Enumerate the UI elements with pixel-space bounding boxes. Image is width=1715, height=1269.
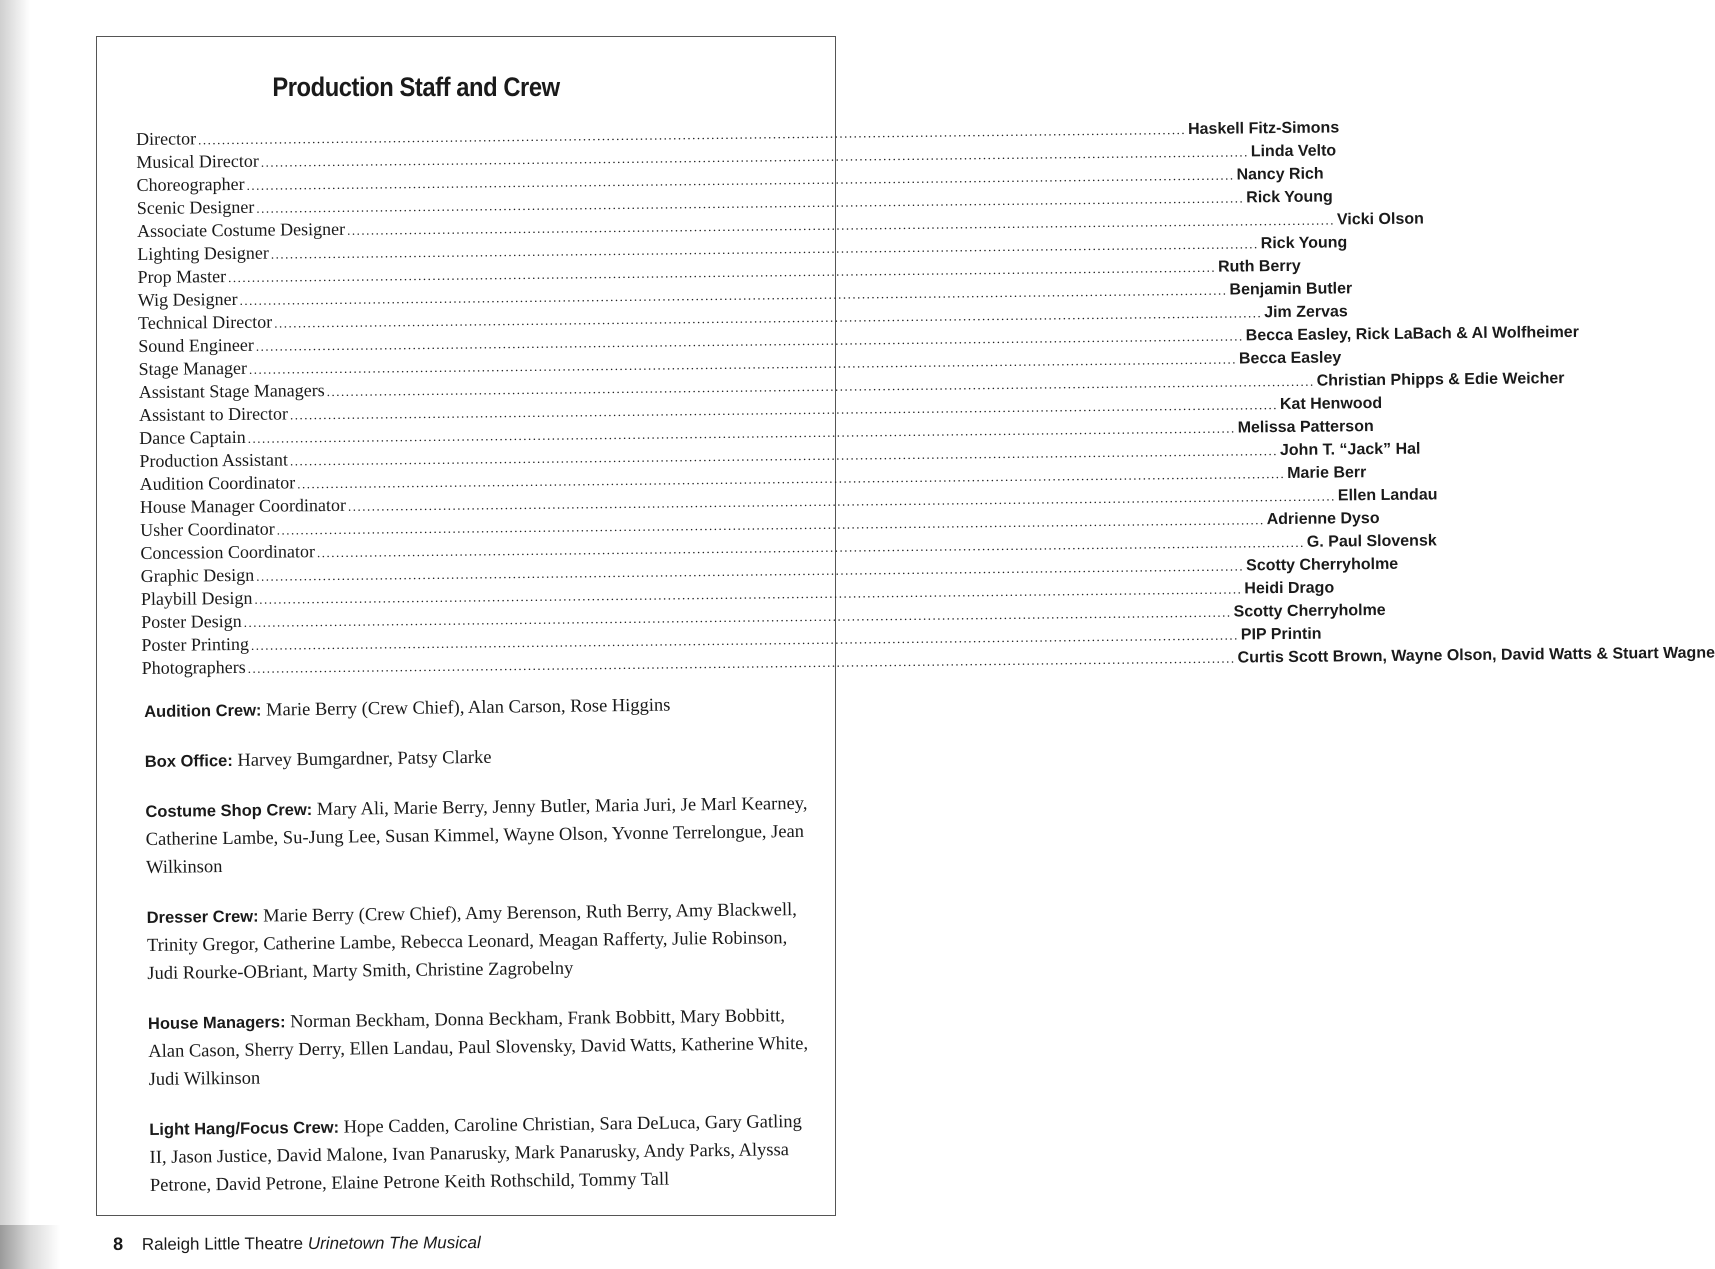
credit-name: John T. “Jack” Hal (1279, 440, 1421, 460)
credit-name: Vicki Olson (1336, 210, 1424, 229)
credit-name: Ellen Landau (1337, 486, 1438, 505)
credit-name: Kat Henwood (1279, 394, 1383, 414)
credit-role: Usher Coordinator (140, 518, 275, 540)
credit-role: Wig Designer (137, 288, 238, 310)
page-title: Production Staff and Crew (272, 72, 560, 102)
credit-role: Production Assistant (139, 449, 289, 471)
credit-role: Prop Master (137, 266, 227, 287)
credit-name: Marie Berr (1287, 464, 1367, 482)
credit-role: Scenic Designer (136, 196, 255, 218)
credit-name: Melissa Patterson (1237, 418, 1374, 437)
credit-role: Assistant Stage Managers (138, 380, 325, 402)
show-title: Urinetown The Musical (307, 1233, 481, 1253)
crew-paragraph (145, 740, 815, 776)
scan-edge-shadow (0, 0, 30, 1269)
scan-corner-shadow (0, 1225, 60, 1269)
crew-paragraph (149, 1108, 820, 1200)
credit-name: Adrienne Dyso (1266, 509, 1380, 529)
crew-list (144, 690, 820, 1222)
credit-role: Technical Director (137, 311, 273, 333)
credit-role: Concession Coordinator (140, 541, 316, 563)
credit-role: Dance Captain (139, 426, 246, 448)
credit-role: Musical Director (136, 150, 259, 172)
crew-members: Marie Berry (Crew Chief), Alan Carson, Rose Higgins (265, 695, 671, 721)
crew-paragraph (145, 790, 816, 882)
crew-label: Dresser Crew: (146, 907, 259, 927)
credit-role: Audition Coordinator (139, 472, 296, 494)
credit-role: Assistant to Director (138, 403, 289, 425)
credit-role: Director (136, 128, 197, 149)
credit-name: Rick Young (1246, 188, 1333, 207)
credit-role: Poster Design (141, 610, 242, 632)
crew-members: Marie Berry (Crew Chief), Amy Berenson, Ruth Berry, Amy Blackwell, Trinity Gregor, Catherine Lambe, Rebecca Leonard, Meagan Rafferty, Julie Robinson, Judi Rourke-OBriant, Marty Smith, Christine Zagrobelny (146, 900, 797, 984)
credit-name: Rick Young (1260, 234, 1348, 253)
credit-name: Heidi Drago (1244, 579, 1335, 598)
credit-role: Lighting Designer (137, 242, 269, 264)
credit-role: Choreographer (136, 173, 245, 195)
page-number: 8 (113, 1233, 124, 1254)
credit-name: Scotty Cherryholme (1233, 601, 1386, 621)
credit-name: Christian Phipps & Edie Weicher (1316, 370, 1565, 390)
credit-name: PIP Printin (1240, 625, 1322, 644)
crew-label: Audition Crew: (144, 701, 262, 721)
credit-role: Associate Costume Designer (136, 218, 346, 241)
credit-role: Stage Manager (138, 357, 248, 379)
credit-name: Scotty Cherryholme (1246, 555, 1399, 575)
theatre-name: Raleigh Little Theatre (141, 1234, 304, 1254)
credit-role: Playbill Design (140, 587, 253, 609)
crew-label: House Managers: (147, 1013, 286, 1033)
crew-members: Mary Ali, Marie Berry, Jenny Butler, Maria Juri, Je Marl Kearney, Catherine Lambe, Su-Jung Lee, Susan Kimmel, Wayne Olson, Yvonne Terrelongue, Jean Wilkinson (145, 793, 808, 878)
crew-paragraph (147, 896, 818, 988)
credit-name: Linda Velto (1250, 142, 1337, 161)
credit-name: Jim Zervas (1264, 303, 1348, 322)
credits-list (136, 119, 1715, 680)
credit-name: Becca Easley (1238, 349, 1342, 368)
crew-label: Costume Shop Crew: (145, 800, 313, 821)
credit-name: Curtis Scott Brown, Wayne Olson, David Watts & Stuart Wagne (1237, 644, 1715, 667)
credit-name: Haskell Fitz-Simons (1187, 119, 1340, 138)
credit-role: Graphic Design (140, 564, 255, 586)
credit-name: G. Paul Slovensk (1306, 532, 1437, 551)
crew-members: Harvey Bumgardner, Patsy Clarke (237, 747, 492, 771)
credit-role: House Manager Coordinator (139, 494, 347, 517)
crew-members: Hope Cadden, Caroline Christian, Sara DeLuca, Gary Gatling II, Jason Justice, David Malone, Ivan Panarusky, Mark Panarusky, Andy Parks, Alyssa Petrone, David Petrone, Elaine Petrone Keith Rothschild, Tommy Tall (149, 1111, 802, 1196)
credit-name: Nancy Rich (1236, 165, 1324, 184)
page-footer (113, 1232, 481, 1255)
credit-name: Benjamin Butler (1229, 280, 1353, 299)
crew-label: Box Office: (144, 751, 233, 771)
crew-members: Norman Beckham, Donna Beckham, Frank Bobbitt, Mary Bobbitt, Alan Cason, Sherry Derry, Ellen Landau, Paul Slovensky, David Watts, Katherine White, Judi Wilkinson (148, 1006, 809, 1090)
crew-paragraph (148, 1002, 819, 1094)
credit-role: Poster Printing (141, 633, 250, 655)
credit-role: Photographers (141, 656, 246, 678)
credit-name: Ruth Berry (1217, 257, 1301, 276)
crew-label: Light Hang/Focus Crew: (149, 1118, 340, 1139)
credit-role: Sound Engineer (138, 334, 254, 356)
credit-name: Becca Easley, Rick LaBach & Al Wolfheimer (1245, 323, 1579, 345)
